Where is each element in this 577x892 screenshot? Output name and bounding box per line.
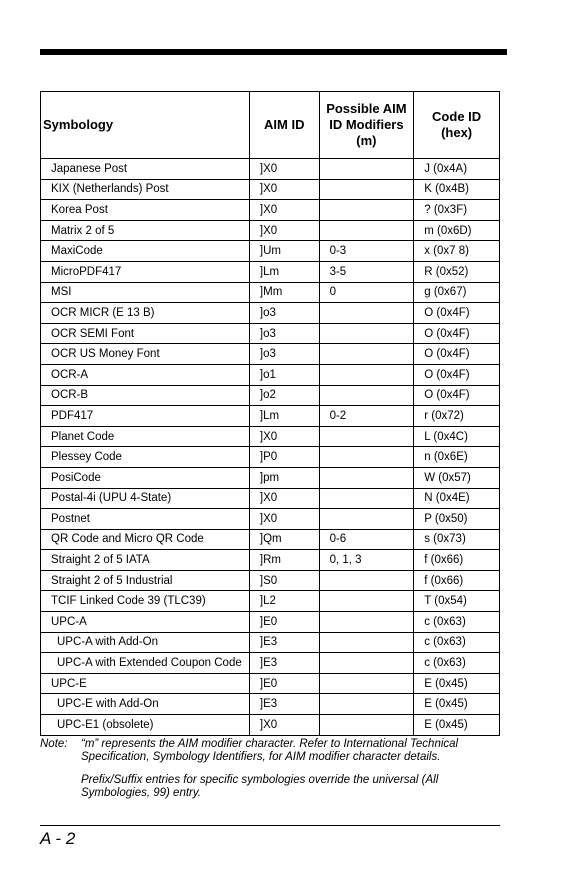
header-modifiers-m: (m) bbox=[356, 133, 377, 148]
cell-aim-id: ]E0 bbox=[249, 612, 319, 633]
cell-modifiers bbox=[319, 323, 414, 344]
cell-modifiers bbox=[319, 612, 414, 633]
cell-symbology: OCR-B bbox=[41, 385, 250, 406]
cell-code-id: x (0x7 8) bbox=[414, 241, 500, 262]
table-row bbox=[41, 200, 500, 221]
table-row bbox=[41, 159, 500, 180]
table-row bbox=[41, 261, 500, 282]
cell-code-id: m (0x6D) bbox=[414, 220, 500, 241]
header-modifiers-line2: ID Modifiers bbox=[329, 117, 404, 132]
cell-aim-id: ]o3 bbox=[249, 344, 319, 365]
cell-modifiers bbox=[319, 509, 414, 530]
cell-modifiers bbox=[319, 159, 414, 180]
cell-aim-id: ]Um bbox=[249, 241, 319, 262]
note-label: Note: bbox=[40, 738, 68, 750]
cell-symbology: OCR MICR (E 13 B) bbox=[41, 303, 250, 324]
table-row bbox=[41, 550, 500, 571]
cell-code-id: s (0x73) bbox=[414, 529, 500, 550]
cell-symbology: Straight 2 of 5 Industrial bbox=[41, 570, 250, 591]
table-row bbox=[41, 509, 500, 530]
cell-modifiers bbox=[319, 570, 414, 591]
table-row bbox=[41, 323, 500, 344]
cell-symbology: PosiCode bbox=[41, 467, 250, 488]
table-row bbox=[41, 570, 500, 591]
note-paragraph-2: Prefix/Suffix entries for specific symbologies override the universal (All Symbologies, 99) entry. bbox=[81, 774, 439, 799]
cell-aim-id: ]Mm bbox=[249, 282, 319, 303]
table-row bbox=[41, 529, 500, 550]
table-row bbox=[41, 673, 500, 694]
cell-code-id: c (0x63) bbox=[414, 632, 500, 653]
cell-modifiers bbox=[319, 591, 414, 612]
cell-aim-id: ]X0 bbox=[249, 426, 319, 447]
cell-code-id: f (0x66) bbox=[414, 570, 500, 591]
cell-aim-id: ]o3 bbox=[249, 323, 319, 344]
table-row bbox=[41, 220, 500, 241]
cell-code-id: O (0x4F) bbox=[414, 385, 500, 406]
header-code-id bbox=[414, 92, 500, 159]
cell-code-id: E (0x45) bbox=[414, 715, 500, 736]
cell-symbology: Straight 2 of 5 IATA bbox=[41, 550, 250, 571]
cell-aim-id: ]E3 bbox=[249, 653, 319, 674]
cell-aim-id: ]S0 bbox=[249, 570, 319, 591]
cell-code-id: ? (0x3F) bbox=[414, 200, 500, 221]
cell-modifiers bbox=[319, 632, 414, 653]
cell-modifiers bbox=[319, 364, 414, 385]
cell-code-id: O (0x4F) bbox=[414, 364, 500, 385]
table-row bbox=[41, 282, 500, 303]
table-row bbox=[41, 426, 500, 447]
cell-modifiers: 0, 1, 3 bbox=[319, 550, 414, 571]
cell-code-id: c (0x63) bbox=[414, 612, 500, 633]
cell-aim-id: ]E3 bbox=[249, 694, 319, 715]
cell-modifiers bbox=[319, 179, 414, 200]
cell-modifiers bbox=[319, 344, 414, 365]
cell-modifiers bbox=[319, 467, 414, 488]
cell-symbology: MSI bbox=[41, 282, 250, 303]
table-row bbox=[41, 488, 500, 509]
table-row bbox=[41, 694, 500, 715]
cell-code-id: E (0x45) bbox=[414, 673, 500, 694]
cell-modifiers bbox=[319, 303, 414, 324]
cell-modifiers: 0-3 bbox=[319, 241, 414, 262]
cell-symbology: OCR SEMI Font bbox=[41, 323, 250, 344]
table-row bbox=[41, 653, 500, 674]
cell-aim-id: ]X0 bbox=[249, 488, 319, 509]
cell-symbology: QR Code and Micro QR Code bbox=[41, 529, 250, 550]
cell-aim-id: ]L2 bbox=[249, 591, 319, 612]
cell-code-id: E (0x45) bbox=[414, 694, 500, 715]
cell-modifiers bbox=[319, 653, 414, 674]
cell-symbology: UPC-A with Add-On bbox=[41, 632, 250, 653]
cell-symbology: Postal-4i (UPU 4-State) bbox=[41, 488, 250, 509]
cell-modifiers: 0-6 bbox=[319, 529, 414, 550]
cell-modifiers bbox=[319, 673, 414, 694]
table-row bbox=[41, 241, 500, 262]
cell-aim-id: ]E0 bbox=[249, 673, 319, 694]
table-row bbox=[41, 364, 500, 385]
cell-modifiers bbox=[319, 385, 414, 406]
cell-symbology: UPC-E with Add-On bbox=[41, 694, 250, 715]
cell-modifiers bbox=[319, 220, 414, 241]
cell-aim-id: ]Lm bbox=[249, 406, 319, 427]
cell-aim-id: ]o2 bbox=[249, 385, 319, 406]
cell-aim-id: ]X0 bbox=[249, 200, 319, 221]
cell-aim-id: ]Rm bbox=[249, 550, 319, 571]
cell-modifiers bbox=[319, 488, 414, 509]
cell-code-id: r (0x72) bbox=[414, 406, 500, 427]
cell-symbology: Japanese Post bbox=[41, 159, 250, 180]
note-paragraph-1: “m” represents the AIM modifier character. Refer to International Technical Specification, Symbology Identifiers, for AIM modifier character details. bbox=[81, 738, 459, 763]
header-code-id-line2: (hex) bbox=[441, 125, 473, 140]
cell-aim-id: ]X0 bbox=[249, 220, 319, 241]
page-number: A - 2 bbox=[40, 829, 76, 848]
cell-symbology: UPC-A with Extended Coupon Code bbox=[41, 653, 250, 674]
header-modifiers bbox=[319, 92, 414, 159]
cell-aim-id: ]P0 bbox=[249, 447, 319, 468]
cell-modifiers: 0 bbox=[319, 282, 414, 303]
cell-symbology: OCR US Money Font bbox=[41, 344, 250, 365]
table-row bbox=[41, 612, 500, 633]
cell-code-id: n (0x6E) bbox=[414, 447, 500, 468]
table-row bbox=[41, 447, 500, 468]
table-row bbox=[41, 591, 500, 612]
table-header-row bbox=[41, 92, 500, 159]
table-body bbox=[41, 159, 500, 736]
cell-symbology: PDF417 bbox=[41, 406, 250, 427]
cell-code-id: O (0x4F) bbox=[414, 344, 500, 365]
table-row bbox=[41, 179, 500, 200]
cell-code-id: W (0x57) bbox=[414, 467, 500, 488]
cell-symbology: TCIF Linked Code 39 (TLC39) bbox=[41, 591, 250, 612]
cell-symbology: Korea Post bbox=[41, 200, 250, 221]
table-row bbox=[41, 344, 500, 365]
cell-aim-id: ]Qm bbox=[249, 529, 319, 550]
cell-modifiers bbox=[319, 694, 414, 715]
cell-code-id: L (0x4C) bbox=[414, 426, 500, 447]
cell-symbology: Matrix 2 of 5 bbox=[41, 220, 250, 241]
cell-code-id: P (0x50) bbox=[414, 509, 500, 530]
cell-aim-id: ]o1 bbox=[249, 364, 319, 385]
cell-symbology: KIX (Netherlands) Post bbox=[41, 179, 250, 200]
table-row bbox=[41, 632, 500, 653]
top-rule bbox=[40, 49, 507, 55]
cell-code-id: N (0x4E) bbox=[414, 488, 500, 509]
header-modifiers-line1: Possible AIM bbox=[326, 101, 407, 116]
cell-code-id: g (0x67) bbox=[414, 282, 500, 303]
cell-symbology: UPC-E bbox=[41, 673, 250, 694]
cell-aim-id: ]X0 bbox=[249, 159, 319, 180]
cell-symbology: MicroPDF417 bbox=[41, 261, 250, 282]
table-row bbox=[41, 303, 500, 324]
cell-code-id: R (0x52) bbox=[414, 261, 500, 282]
cell-modifiers bbox=[319, 447, 414, 468]
header-aim-id: AIM ID bbox=[249, 92, 319, 159]
cell-aim-id: ]o3 bbox=[249, 303, 319, 324]
cell-modifiers bbox=[319, 715, 414, 736]
cell-modifiers: 3-5 bbox=[319, 261, 414, 282]
header-code-id-line1: Code ID bbox=[432, 109, 482, 124]
cell-symbology: UPC-A bbox=[41, 612, 250, 633]
cell-aim-id: ]X0 bbox=[249, 509, 319, 530]
cell-symbology: OCR-A bbox=[41, 364, 250, 385]
cell-aim-id: ]X0 bbox=[249, 179, 319, 200]
cell-code-id: O (0x4F) bbox=[414, 303, 500, 324]
cell-code-id: T (0x54) bbox=[414, 591, 500, 612]
cell-symbology: Postnet bbox=[41, 509, 250, 530]
table-row bbox=[41, 406, 500, 427]
cell-aim-id: ]X0 bbox=[249, 715, 319, 736]
table-row bbox=[41, 385, 500, 406]
cell-modifiers: 0-2 bbox=[319, 406, 414, 427]
cell-aim-id: ]pm bbox=[249, 467, 319, 488]
header-symbology: Symbology bbox=[41, 92, 250, 159]
cell-symbology: MaxiCode bbox=[41, 241, 250, 262]
cell-code-id: f (0x66) bbox=[414, 550, 500, 571]
cell-code-id: K (0x4B) bbox=[414, 179, 500, 200]
cell-symbology: Planet Code bbox=[41, 426, 250, 447]
cell-symbology: UPC-E1 (obsolete) bbox=[41, 715, 250, 736]
table-row bbox=[41, 467, 500, 488]
cell-aim-id: ]E3 bbox=[249, 632, 319, 653]
cell-modifiers bbox=[319, 426, 414, 447]
cell-modifiers bbox=[319, 200, 414, 221]
table-row bbox=[41, 715, 500, 736]
note bbox=[40, 738, 500, 810]
symbology-table bbox=[40, 91, 500, 736]
cell-code-id: O (0x4F) bbox=[414, 323, 500, 344]
cell-symbology: Plessey Code bbox=[41, 447, 250, 468]
cell-aim-id: ]Lm bbox=[249, 261, 319, 282]
cell-code-id: c (0x63) bbox=[414, 653, 500, 674]
bottom-rule bbox=[40, 825, 500, 826]
cell-code-id: J (0x4A) bbox=[414, 159, 500, 180]
